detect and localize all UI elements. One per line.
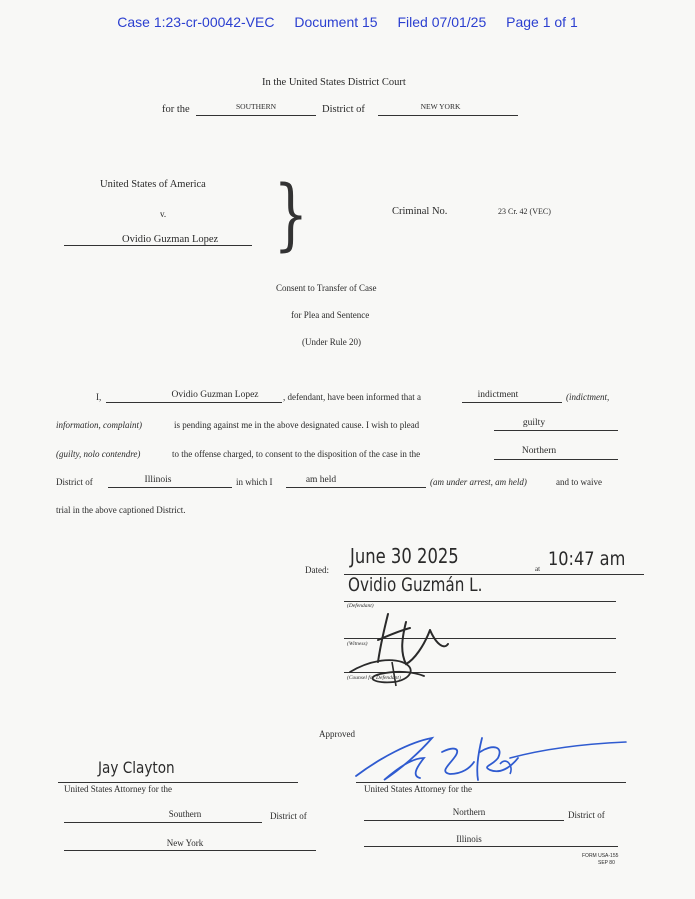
versus-label: v. bbox=[160, 209, 167, 219]
custody-value: am held bbox=[305, 475, 337, 485]
in-which-label: in which I bbox=[236, 477, 273, 487]
transfer-district-line bbox=[494, 459, 618, 460]
left-district-of: District of bbox=[270, 811, 307, 821]
plea-options: (guilty, nolo contendre) bbox=[56, 449, 141, 459]
i-label: I, bbox=[96, 392, 102, 402]
left-sig-line bbox=[58, 782, 298, 783]
body-text1: , defendant, have been informed that a bbox=[283, 392, 421, 402]
defendant-sig-handwritten: Ovidio Guzmán L. bbox=[348, 574, 483, 596]
transfer-state-line bbox=[108, 487, 232, 488]
form-title-line1: Consent to Transfer of Case bbox=[276, 283, 377, 293]
dated-label: Dated: bbox=[305, 565, 329, 575]
custody-line bbox=[286, 487, 426, 488]
left-state-value: New York bbox=[166, 838, 204, 848]
plaintiff-name: United States of America bbox=[100, 179, 206, 190]
charge-type: indictment bbox=[477, 390, 519, 400]
date-handwritten: June 30 2025 bbox=[350, 544, 459, 568]
time-handwritten: 10:47 am bbox=[548, 548, 626, 570]
state-line bbox=[378, 115, 518, 116]
district-line bbox=[196, 115, 316, 116]
right-signature-drawing bbox=[350, 728, 630, 788]
left-title: United States Attorney for the bbox=[64, 784, 172, 794]
ecf-header bbox=[0, 14, 695, 30]
custody-options: (am under arrest, am held) bbox=[430, 477, 527, 487]
court-title: In the United States District Court bbox=[262, 77, 406, 88]
defendant-caption: (Defendant) bbox=[347, 603, 374, 609]
body-defendant-name: Ovidio Guzman Lopez bbox=[171, 390, 259, 400]
defendant-line bbox=[64, 245, 252, 246]
transfer-state-value: Illinois bbox=[144, 475, 172, 485]
form-title-line2: for Plea and Sentence bbox=[291, 310, 370, 320]
right-state-line bbox=[364, 846, 618, 847]
body-text5: trial in the above captioned District. bbox=[56, 505, 186, 515]
criminal-no-label: Criminal No. bbox=[392, 206, 448, 217]
right-district-of: District of bbox=[568, 810, 605, 820]
transfer-district-value: Northern bbox=[521, 446, 557, 456]
approved-label: Approved bbox=[319, 729, 355, 739]
case-number: Case 1:23-cr-00042-VEC bbox=[117, 14, 275, 30]
at-label: at bbox=[535, 565, 541, 573]
witness-caption: (Witness) bbox=[347, 641, 368, 647]
body-text4: and to waive bbox=[556, 477, 602, 487]
state-value: NEW YORK bbox=[420, 102, 461, 111]
document-number: Document 15 bbox=[294, 14, 378, 30]
left-district-value: Southern bbox=[168, 809, 202, 819]
district-value: SOUTHERN bbox=[235, 102, 276, 111]
form-number-line2: SEP 80 bbox=[598, 860, 615, 866]
plea-line bbox=[494, 430, 618, 431]
caption-brace: } bbox=[273, 170, 309, 260]
body-text3: to the offense charged, to consent to the disposition of the case in the bbox=[172, 449, 421, 459]
plea-value: guilty bbox=[522, 418, 546, 428]
page-count: Page 1 of 1 bbox=[506, 14, 578, 30]
left-state-line bbox=[64, 850, 316, 851]
form-number-line1: FORM USA-155 bbox=[582, 853, 619, 859]
counsel-caption: (Counsel for Defendant) bbox=[347, 675, 401, 681]
charge-options-2: information, complaint) bbox=[56, 420, 142, 430]
form-title-line3: (Under Rule 20) bbox=[302, 337, 361, 347]
filed-date: Filed 07/01/25 bbox=[397, 14, 487, 30]
left-district-line bbox=[64, 822, 262, 823]
defendant-name-line bbox=[106, 402, 282, 403]
right-district-value: Northern bbox=[452, 807, 486, 817]
right-district-line bbox=[364, 820, 564, 821]
charge-options: (indictment, bbox=[566, 392, 610, 402]
right-title: United States Attorney for the bbox=[364, 784, 472, 794]
district-of-label: District of bbox=[322, 104, 365, 115]
right-sig-line bbox=[356, 782, 626, 783]
left-sig-handwritten: Jay Clayton bbox=[98, 758, 175, 777]
criminal-no-value: 23 Cr. 42 (VEC) bbox=[498, 207, 551, 216]
defendant-name: Ovidio Guzman Lopez bbox=[122, 234, 219, 245]
district-of-label-body: District of bbox=[56, 477, 93, 487]
counsel-signature-drawing bbox=[340, 600, 450, 690]
for-the-label: for the bbox=[162, 104, 190, 115]
right-state-value: Illinois bbox=[456, 834, 482, 844]
body-text2: is pending against me in the above designated cause. I wish to plead bbox=[174, 420, 420, 430]
charge-line bbox=[462, 402, 562, 403]
